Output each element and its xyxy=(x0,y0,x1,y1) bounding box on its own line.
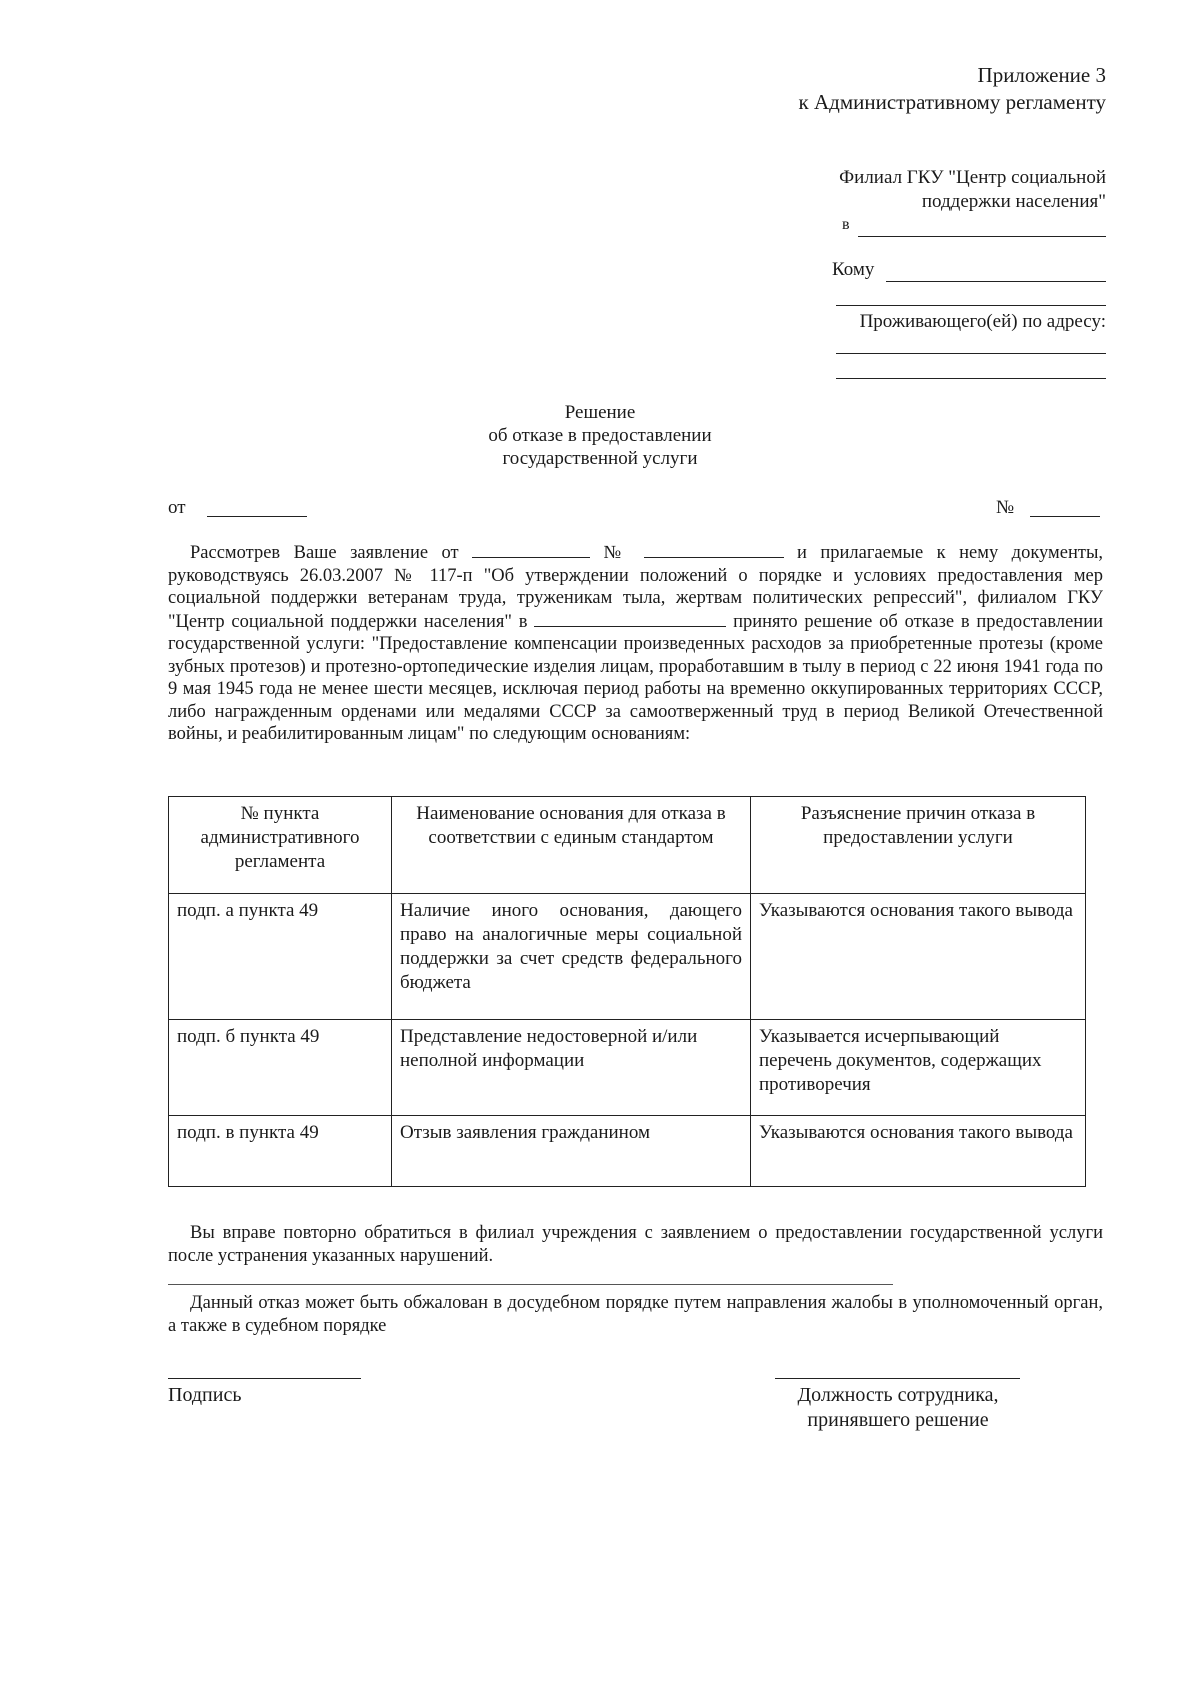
title-line3: государственной услуги xyxy=(502,448,698,469)
body-part-b: и прилагаемые к нему документы, руководствуясь 26.03.2007 № 117-п "Об утверждении положений о порядке и условиях предоставления мер социальной поддержки ветеранам труда, труженикам тыла, жертвам политических репрессий", филиалом ГКУ "Центр социальной поддержки населения" в xyxy=(168,543,1104,632)
in-label: в xyxy=(842,216,850,233)
position-line1: Должность сотрудника, xyxy=(797,1384,999,1406)
table-row xyxy=(169,1020,1086,1116)
document-title xyxy=(0,401,1200,470)
header-clause: № пункта административного регламента xyxy=(169,797,392,894)
address-label: Проживающего(ей) по адресу: xyxy=(859,311,1106,332)
cell-clause: подп. б пункта 49 xyxy=(169,1020,392,1116)
to-field-line-2[interactable] xyxy=(836,305,1106,306)
decision-body xyxy=(168,541,1103,746)
position-line[interactable] xyxy=(775,1378,1020,1379)
refusal-grounds-table xyxy=(168,796,1086,1187)
to-label: Кому xyxy=(832,259,875,280)
appendix-header xyxy=(799,62,1106,116)
cell-clause: подп. а пункта 49 xyxy=(169,894,392,1020)
body-num-label: № xyxy=(603,543,631,563)
cell-explanation: Указывается исчерпывающий перечень документов, содержащих противоречия xyxy=(751,1020,1086,1116)
application-date-blank[interactable] xyxy=(472,541,590,558)
table-header-row xyxy=(169,797,1086,894)
title-line2: об отказе в предоставлении xyxy=(488,425,712,446)
branch-location-blank[interactable] xyxy=(534,610,726,627)
position-line2: принявшего решение xyxy=(807,1409,989,1431)
header-explanation: Разъяснение причин отказа в предоставлении услуги xyxy=(751,797,1086,894)
title-line1: Решение xyxy=(564,402,636,423)
branch-line2: поддержки населения" xyxy=(921,191,1106,212)
cell-explanation: Указываются основания такого вывода xyxy=(751,1116,1086,1187)
cell-explanation: Указываются основания такого вывода xyxy=(751,894,1086,1020)
address-field-line-2[interactable] xyxy=(836,378,1106,379)
address-field-line-1[interactable] xyxy=(836,353,1106,354)
table-row xyxy=(169,894,1086,1020)
signature-label: Подпись xyxy=(168,1384,242,1406)
decision-number-label: № xyxy=(996,497,1015,518)
to-field-line[interactable] xyxy=(886,281,1106,282)
appeal-notice: Данный отказ может быть обжалован в досудебном порядке путем направления жалобы в уполномоченный орган, а также в судебном порядке xyxy=(168,1293,1103,1336)
separator-line xyxy=(168,1284,893,1285)
appendix-line2: к Административному регламенту xyxy=(798,90,1106,114)
appendix-line1: Приложение 3 xyxy=(977,63,1106,87)
position-label xyxy=(778,1383,1018,1433)
cell-ground: Наличие иного основания, дающего право на аналогичные меры социальной поддержки за счет средств федерального бюджета xyxy=(392,894,751,1020)
cell-clause: подп. в пункта 49 xyxy=(169,1116,392,1187)
branch-name xyxy=(776,166,1106,214)
date-from-label: от xyxy=(168,497,186,518)
in-field-line[interactable] xyxy=(858,236,1106,237)
cell-ground: Представление недостоверной и/или неполной информации xyxy=(392,1020,751,1116)
signature-line[interactable] xyxy=(168,1378,361,1379)
reapply-notice: Вы вправе повторно обратиться в филиал учреждения с заявлением о предоставлении государственной услуги после устранения указанных нарушений. xyxy=(168,1223,1103,1266)
body-part-a: Рассмотрев Ваше заявление от xyxy=(190,543,459,563)
body-part-c: принято решение об отказе в предоставлении государственной услуги: "Предоставление компенсации произведенных расходов за приобретенные протезы (кроме зубных протезов) и протезно-ортопедические изделия лицам, проработавшим в тылу в период с 22 июня 1941 года по 9 мая 1945 года не менее шести месяцев, исключая период работы на временно оккупированных территориях СССР, либо награжденным орденами или медалями СССР за самоотверженный труд в период Великой Отечественной войны, и реабилитированным лицам" по следующим основаниям: xyxy=(168,611,1104,744)
branch-line1: Филиал ГКУ "Центр социальной xyxy=(839,167,1106,188)
header-ground: Наименование основания для отказа в соответствии с единым стандартом xyxy=(392,797,751,894)
application-number-blank[interactable] xyxy=(644,541,784,558)
date-field-line[interactable] xyxy=(207,516,307,517)
cell-ground: Отзыв заявления гражданином xyxy=(392,1116,751,1187)
table-row xyxy=(169,1116,1086,1187)
decision-number-line[interactable] xyxy=(1030,516,1100,517)
